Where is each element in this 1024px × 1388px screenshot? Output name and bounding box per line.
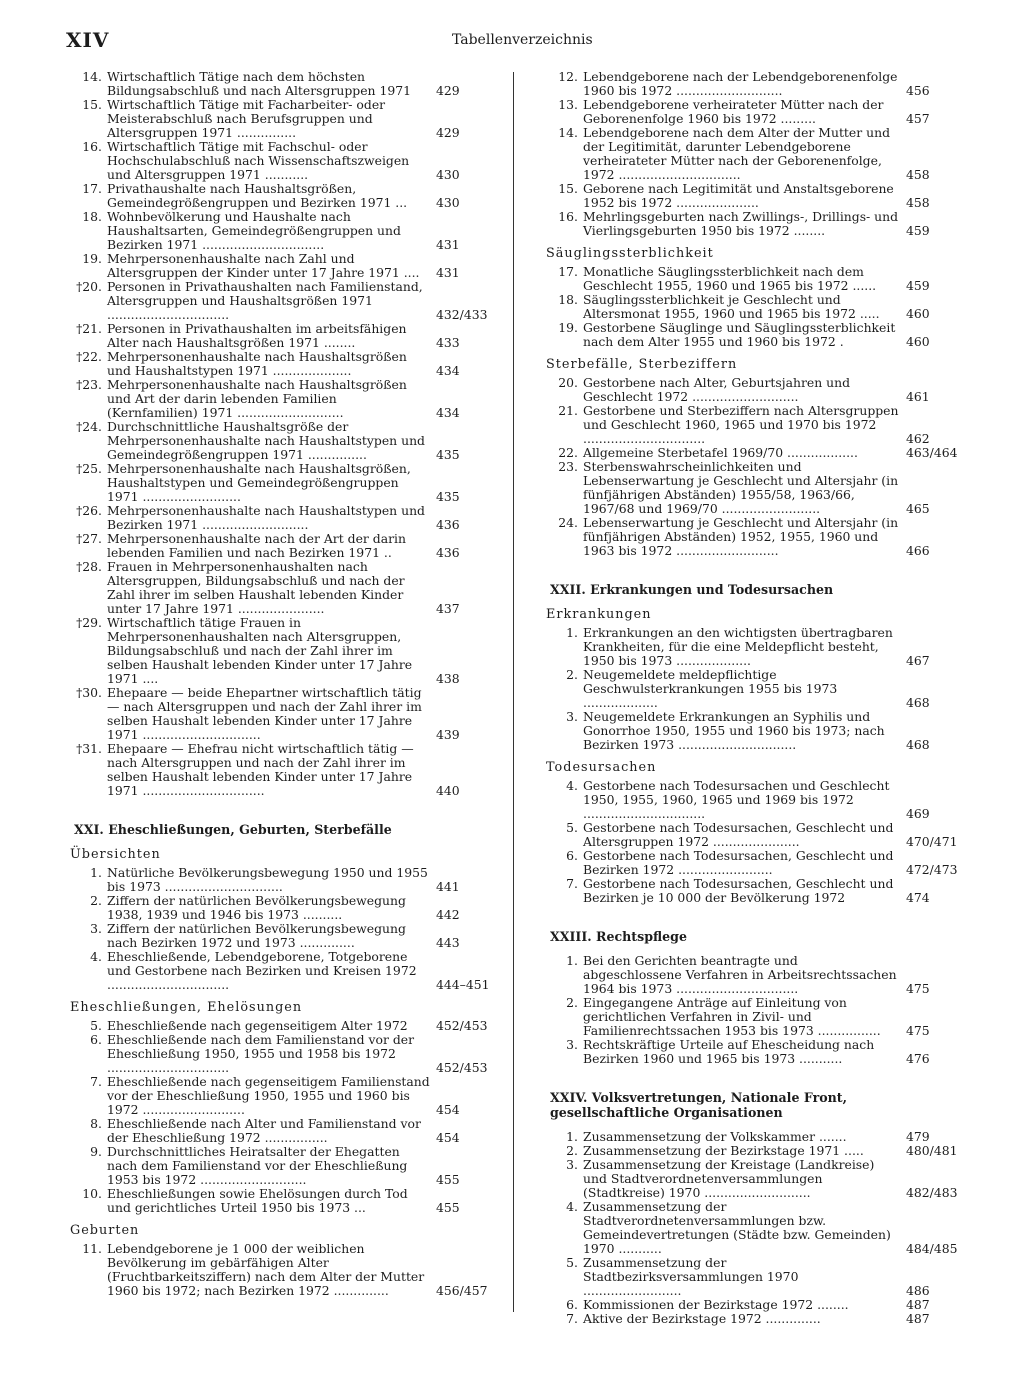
entry-page: 434 — [436, 363, 460, 378]
entry-number: 20. — [558, 375, 578, 390]
entry-title: Wirtschaftlich Tätige mit Fachschul- oder Hochschulabschluß nach Wissenschaftszweigen und Altersgruppen 1971 ........... — [107, 139, 410, 182]
entry-title: Sterbenswahrscheinlichkeiten und Lebenserwartung je Geschlecht und Altersjahr (in fünfjährigen Abständen) 1955/58, 1963/66, 1967/68 und 1969/70 ......................... — [583, 459, 899, 516]
toc-entry — [540, 516, 960, 558]
entry-number: 9. — [90, 1144, 102, 1159]
entry-title: Mehrpersonenhaushalte nach Zahl und Altersgruppen der Kinder unter 17 Jahre 1971 .... — [107, 251, 420, 280]
entry-number: †28. — [76, 559, 102, 574]
toc-entry — [540, 70, 960, 98]
entry-page: 455 — [436, 1172, 460, 1187]
toc-entry — [540, 1144, 960, 1158]
entry-number: †25. — [76, 461, 102, 476]
entry-page: 436 — [436, 517, 460, 532]
entry-title: Eheschließende nach gegenseitigem Alter 1972 — [107, 1018, 408, 1033]
entry-number: †27. — [76, 531, 102, 546]
entry-title: Durchschnittliche Haushaltsgröße der Mehrpersonenhaushalte nach Haushaltstypen und Gemeindegrößengruppen 1971 ............... — [107, 419, 425, 462]
entry-title: Gestorbene und Sterbeziffern nach Altersgruppen und Geschlecht 1960, 1965 und 1970 bis 1972 ............................... — [583, 403, 899, 446]
entry-title: Wirtschaftlich tätige Frauen in Mehrpersonenhaushalten nach Altersgruppen, Bildungsabschluß und nach der Zahl ihrer im selben Haushalt lebenden Kinder unter 17 Jahre 1971 .... — [107, 615, 413, 686]
toc-entry — [64, 70, 490, 98]
toc-entry — [540, 710, 960, 752]
entry-title: Mehrpersonenhaushalte nach der Art der darin lebenden Familien und nach Bezirken 1971 .. — [107, 531, 406, 560]
toc-entry — [64, 894, 490, 922]
entry-page: 465 — [906, 501, 930, 516]
toc-entry — [540, 182, 960, 210]
entry-title: Zusammensetzung der Stadtverordnetenversammlungen bzw. Gemeindevertretungen (Städte bzw. Gemeinden) 1970 ........... — [583, 1199, 891, 1256]
entry-page: 455 — [436, 1200, 460, 1215]
entry-number: 7. — [566, 876, 578, 891]
toc-entry — [64, 322, 490, 350]
entry-number: 3. — [566, 709, 578, 724]
entry-title: Zusammensetzung der Bezirkstage 1971 ..... — [583, 1143, 864, 1158]
entry-page: 480/481 — [906, 1143, 958, 1158]
entry-number: 13. — [558, 97, 578, 112]
toc-entry — [540, 1130, 960, 1144]
entry-number: †22. — [76, 349, 102, 364]
entry-title: Durchschnittliches Heiratsalter der Ehegatten nach dem Familienstand vor der Eheschließung 1953 bis 1972 ........................... — [107, 1144, 408, 1187]
entry-number: 18. — [558, 292, 578, 307]
entry-title: Personen in Privathaushalten nach Familienstand, Altersgruppen und Haushaltsgrößen 1971 ............................... — [107, 279, 423, 322]
entry-list — [540, 376, 960, 558]
entry-page: 468 — [906, 695, 930, 710]
entry-number: 3. — [90, 921, 102, 936]
entry-title: Zusammensetzung der Kreistage (Landkreise) und Stadtverordnetenversammlungen (Stadtkreise) 1970 ........................... — [583, 1157, 875, 1200]
entry-title: Gestorbene nach Todesursachen, Geschlecht und Altersgruppen 1972 ...................... — [583, 820, 894, 849]
entry-page: 456 — [906, 83, 930, 98]
entry-page: 456/457 — [436, 1283, 488, 1298]
subsection-heading: Erkrankungen — [546, 607, 652, 622]
entry-page: 476 — [906, 1051, 930, 1066]
entry-number: 14. — [558, 125, 578, 140]
toc-entry — [64, 532, 490, 560]
entry-page: 463/464 — [906, 445, 958, 460]
entry-number: †26. — [76, 503, 102, 518]
entry-title: Gestorbene nach Todesursachen und Geschlecht 1950, 1955, 1960, 1965 und 1969 bis 1972 ............................... — [583, 778, 890, 821]
toc-entry — [540, 446, 960, 460]
entry-page: 466 — [906, 543, 930, 558]
toc-entry — [540, 265, 960, 293]
toc-entry — [540, 404, 960, 446]
entry-number: 22. — [558, 445, 578, 460]
entry-number: †31. — [76, 741, 102, 756]
toc-entry — [540, 626, 960, 668]
entry-title: Kommissionen der Bezirkstage 1972 ........ — [583, 1297, 849, 1312]
entry-page: 474 — [906, 890, 930, 905]
subsection-heading: Geburten — [70, 1223, 140, 1238]
entry-page: 430 — [436, 167, 460, 182]
toc-entry — [540, 1298, 960, 1312]
entry-title: Gestorbene Säuglinge und Säuglingssterblichkeit nach dem Alter 1955 und 1960 bis 1972 . — [583, 320, 896, 349]
entry-title: Säuglingssterblichkeit je Geschlecht und Altersmonat 1955, 1960 und 1965 bis 1972 ..... — [583, 292, 880, 321]
toc-entry — [540, 321, 960, 349]
entry-page: 484/485 — [906, 1241, 958, 1256]
entry-number: 1. — [90, 865, 102, 880]
entry-list — [64, 1019, 490, 1215]
entry-page: 438 — [436, 671, 460, 686]
entry-number: 6. — [566, 1297, 578, 1312]
entry-title: Neugemeldete Erkrankungen an Syphilis und Gonorrhoe 1950, 1955 und 1960 bis 1973; nach Bezirken 1973 .............................. — [583, 709, 885, 752]
entry-title: Frauen in Mehrpersonenhaushalten nach Altersgruppen, Bildungsabschluß und nach der Zahl ihrer im selben Haushalt lebenden Kinder unter 17 Jahre 1971 ...................... — [107, 559, 405, 616]
entry-page: 461 — [906, 389, 930, 404]
page-title: Tabellenverzeichnis — [452, 32, 593, 48]
entry-number: †20. — [76, 279, 102, 294]
entry-title: Lebendgeborene nach der Lebendgeborenenfolge 1960 bis 1972 ........................... — [583, 69, 898, 98]
entry-title: Zusammensetzung der Stadtbezirksversammlungen 1970 ......................... — [583, 1255, 799, 1298]
column-divider — [513, 72, 514, 1312]
entry-list — [64, 70, 490, 798]
entry-page: 429 — [436, 83, 460, 98]
entry-list — [64, 1242, 490, 1298]
entry-page: 462 — [906, 431, 930, 446]
section-heading: XXII. Erkrankungen und Todesursachen — [550, 582, 834, 597]
entry-title: Gestorbene nach Todesursachen, Geschlecht und Bezirken je 10 000 der Bevölkerung 1972 — [583, 876, 894, 905]
entry-number: 18. — [82, 209, 102, 224]
entry-number: 21. — [558, 403, 578, 418]
toc-entry — [64, 140, 490, 182]
entry-title: Gestorbene nach Todesursachen, Geschlecht und Bezirken 1972 ........................ — [583, 848, 894, 877]
entry-title: Zusammensetzung der Volkskammer ....... — [583, 1129, 847, 1144]
toc-entry — [64, 1242, 490, 1298]
entry-page: 436 — [436, 545, 460, 560]
toc-entry — [64, 616, 490, 686]
entry-page: 458 — [906, 195, 930, 210]
toc-entry — [540, 1158, 960, 1200]
subsection-heading: Säuglingssterblichkeit — [546, 246, 714, 261]
toc-entry — [64, 280, 490, 322]
entry-number: 3. — [566, 1037, 578, 1052]
entry-page: 440 — [436, 783, 460, 798]
entry-title: Ziffern der natürlichen Bevölkerungsbewegung nach Bezirken 1972 und 1973 .............. — [107, 921, 406, 950]
entry-number: †30. — [76, 685, 102, 700]
entry-page: 475 — [906, 1023, 930, 1038]
entry-title: Eingegangene Anträge auf Einleitung von gerichtlichen Verfahren in Zivil- und Familienrechtssachen 1953 bis 1973 ................ — [583, 995, 881, 1038]
entry-list — [540, 70, 960, 238]
entry-number: 19. — [82, 251, 102, 266]
entry-page: 429 — [436, 125, 460, 140]
entry-title: Ehepaare — beide Ehepartner wirtschaftlich tätig — nach Altersgruppen und nach der Zahl ihrer im selben Haushalt lebenden Kinder unter 17 Jahre 1971 .............................. — [107, 685, 422, 742]
toc-entry — [540, 1038, 960, 1066]
entry-title: Eheschließende nach gegenseitigem Familienstand vor der Eheschließung 1950, 1955 und 1960 bis 1972 .......................... — [107, 1074, 430, 1117]
entry-title: Eheschließende nach Alter und Familienstand vor der Eheschließung 1972 ................ — [107, 1116, 421, 1145]
entry-number: 16. — [82, 139, 102, 154]
entry-number: 5. — [566, 1255, 578, 1270]
entry-page: 459 — [906, 278, 930, 293]
entry-list — [540, 626, 960, 752]
entry-title: Eheschließende, Lebendgeborene, Totgeborene und Gestorbene nach Bezirken und Kreisen 1972 ............................... — [107, 949, 417, 992]
entry-title: Wohnbevölkerung und Haushalte nach Haushaltsarten, Gemeindegrößengruppen und Bezirken 1971 ............................... — [107, 209, 401, 252]
entry-title: Lebenserwartung je Geschlecht und Altersjahr (in fünfjährigen Abständen) 1952, 1955, 1960 und 1963 bis 1972 .......................... — [583, 515, 899, 558]
entry-page: 454 — [436, 1130, 460, 1145]
entry-title: Allgemeine Sterbetafel 1969/70 .................. — [583, 445, 858, 460]
entry-page: 431 — [436, 237, 460, 252]
entry-title: Aktive der Bezirkstage 1972 .............. — [583, 1311, 821, 1326]
entry-number: †21. — [76, 321, 102, 336]
entry-number: 19. — [558, 320, 578, 335]
entry-number: 24. — [558, 515, 578, 530]
entry-number: 4. — [566, 778, 578, 793]
entry-page: 443 — [436, 935, 460, 950]
entry-number: 23. — [558, 459, 578, 474]
entry-number: 17. — [558, 264, 578, 279]
entry-page: 433 — [436, 335, 460, 350]
toc-entry — [540, 460, 960, 516]
entry-page: 469 — [906, 806, 930, 821]
entry-page: 459 — [906, 223, 930, 238]
toc-entry — [540, 877, 960, 905]
entry-page: 467 — [906, 653, 930, 668]
entry-title: Rechtskräftige Urteile auf Ehescheidung nach Bezirken 1960 und 1965 bis 1973 ........... — [583, 1037, 875, 1066]
toc-entry — [540, 98, 960, 126]
entry-number: 16. — [558, 209, 578, 224]
entry-page: 470/471 — [906, 834, 958, 849]
entry-number: 1. — [566, 953, 578, 968]
entry-number: 4. — [90, 949, 102, 964]
entry-title: Geborene nach Legitimität und Anstaltsgeborene 1952 bis 1972 ..................... — [583, 181, 894, 210]
entry-page: 475 — [906, 981, 930, 996]
entry-title: Mehrpersonenhaushalte nach Haushaltstypen und Bezirken 1971 ........................... — [107, 503, 425, 532]
entry-number: 7. — [566, 1311, 578, 1326]
entry-title: Personen in Privathaushalten im arbeitsfähigen Alter nach Haushaltsgrößen 1971 ........ — [107, 321, 407, 350]
entry-page: 482/483 — [906, 1185, 958, 1200]
toc-entry — [540, 668, 960, 710]
left-column — [64, 70, 490, 1298]
toc-entry — [540, 293, 960, 321]
entry-title: Gestorbene nach Alter, Geburtsjahren und Geschlecht 1972 ........................... — [583, 375, 851, 404]
toc-entry — [64, 378, 490, 420]
entry-title: Mehrlingsgeburten nach Zwillings-, Drillings- und Vierlingsgeburten 1950 bis 1972 ........ — [583, 209, 899, 238]
entry-title: Lebendgeborene verheirateter Mütter nach der Geborenenfolge 1960 bis 1972 ......... — [583, 97, 884, 126]
toc-entry — [64, 686, 490, 742]
toc-entry — [64, 252, 490, 280]
entry-page: 452/453 — [436, 1060, 488, 1075]
entry-number: 6. — [566, 848, 578, 863]
entry-number: 10. — [82, 1186, 102, 1201]
toc-entry — [540, 1256, 960, 1298]
toc-entry — [540, 1200, 960, 1256]
toc-entry — [64, 950, 490, 992]
entry-title: Bei den Gerichten beantragte und abgeschlossene Verfahren in Arbeitsrechtssachen 1964 bis 1973 ............................... — [583, 953, 897, 996]
entry-page: 439 — [436, 727, 460, 742]
entry-number: 14. — [82, 69, 102, 84]
entry-title: Monatliche Säuglingssterblichkeit nach dem Geschlecht 1955, 1960 und 1965 bis 1972 ...... — [583, 264, 877, 293]
entry-number: 15. — [82, 97, 102, 112]
entry-number: 7. — [90, 1074, 102, 1089]
toc-entry — [540, 1312, 960, 1326]
toc-entry — [540, 376, 960, 404]
entry-title: Erkrankungen an den wichtigsten übertragbaren Krankheiten, für die eine Meldepflicht besteht, 1950 bis 1973 ................... — [583, 625, 893, 668]
entry-number: 6. — [90, 1032, 102, 1047]
entry-title: Neugemeldete meldepflichtige Geschwulsterkrankungen 1955 bis 1973 ................... — [583, 667, 838, 710]
entry-number: †24. — [76, 419, 102, 434]
entry-page: 431 — [436, 265, 460, 280]
entry-title: Natürliche Bevölkerungsbewegung 1950 und 1955 bis 1973 .............................. — [107, 865, 428, 894]
toc-entry — [64, 420, 490, 462]
entry-title: Ziffern der natürlichen Bevölkerungsbewegung 1938, 1939 und 1946 bis 1973 .......... — [107, 893, 406, 922]
entry-title: Wirtschaftlich Tätige mit Facharbeiter- oder Meisterabschluß nach Berufsgruppen und Altersgruppen 1971 ............... — [107, 97, 386, 140]
toc-entry — [64, 1145, 490, 1187]
entry-page: 487 — [906, 1297, 930, 1312]
toc-entry — [540, 996, 960, 1038]
entry-title: Mehrpersonenhaushalte nach Haushaltsgrößen und Art der darin lebenden Familien (Kernfamilien) 1971 ........................... — [107, 377, 407, 420]
entry-list — [64, 866, 490, 992]
toc-entry — [64, 560, 490, 616]
subsection-heading: Übersichten — [70, 847, 161, 862]
entry-page: 432/433 — [436, 307, 488, 322]
entry-title: Lebendgeborene nach dem Alter der Mutter und der Legitimität, darunter Lebendgeborene verheirateter Mütter nach der Geborenenfolge, 1972 ............................... — [583, 125, 891, 182]
entry-page: 468 — [906, 737, 930, 752]
entry-page: 457 — [906, 111, 930, 126]
section-heading: XXI. Eheschließungen, Geburten, Sterbefälle — [74, 822, 392, 837]
entry-number: 3. — [566, 1157, 578, 1172]
toc-entry — [64, 742, 490, 798]
toc-entry — [64, 1033, 490, 1075]
entry-page: 454 — [436, 1102, 460, 1117]
right-column — [540, 70, 960, 1326]
entry-title: Wirtschaftlich Tätige nach dem höchsten Bildungsabschluß und nach Altersgruppen 1971 — [107, 69, 412, 98]
toc-entry — [540, 849, 960, 877]
entry-number: 15. — [558, 181, 578, 196]
entry-page: 444–451 — [436, 977, 490, 992]
entry-page: 452/453 — [436, 1018, 488, 1033]
toc-entry — [64, 1187, 490, 1215]
entry-number: 5. — [90, 1018, 102, 1033]
entry-page: 437 — [436, 601, 460, 616]
entry-title: Eheschließungen sowie Ehelösungen durch Tod und gerichtliches Urteil 1950 bis 1973 ... — [107, 1186, 408, 1215]
entry-page: 435 — [436, 489, 460, 504]
entry-list — [540, 954, 960, 1066]
entry-page: 486 — [906, 1283, 930, 1298]
toc-entry — [540, 821, 960, 849]
entry-number: 2. — [90, 893, 102, 908]
entry-number: 1. — [566, 625, 578, 640]
entry-number: †23. — [76, 377, 102, 392]
subsection-heading: Eheschließungen, Ehelösungen — [70, 1000, 303, 1015]
entry-page: 458 — [906, 167, 930, 182]
section-heading: XXIV. Volksvertretungen, Nationale Front, gesellschaftliche Organisationen — [550, 1090, 847, 1120]
page-number: XIV — [66, 28, 110, 52]
entry-list — [540, 779, 960, 905]
toc-entry — [64, 462, 490, 504]
entry-list — [540, 265, 960, 349]
entry-page: 430 — [436, 195, 460, 210]
entry-number: 1. — [566, 1129, 578, 1144]
entry-title: Mehrpersonenhaushalte nach Haushaltsgrößen und Haushaltstypen 1971 .................... — [107, 349, 407, 378]
toc-entry — [64, 504, 490, 532]
toc-entry — [64, 98, 490, 140]
toc-entry — [64, 350, 490, 378]
entry-page: 441 — [436, 879, 460, 894]
toc-entry — [540, 954, 960, 996]
entry-page: 487 — [906, 1311, 930, 1326]
toc-entry — [64, 210, 490, 252]
toc-entry — [540, 779, 960, 821]
entry-number: 11. — [82, 1241, 102, 1256]
entry-page: 479 — [906, 1129, 930, 1144]
entry-title: Lebendgeborene je 1 000 der weiblichen Bevölkerung im gebärfähigen Alter (Fruchtbarkeitsziffern) nach dem Alter der Mutter 1960 bis 1972; nach Bezirken 1972 .............. — [107, 1241, 425, 1298]
entry-page: 435 — [436, 447, 460, 462]
toc-entry — [64, 922, 490, 950]
entry-number: 8. — [90, 1116, 102, 1131]
entry-title: Privathaushalte nach Haushaltsgrößen, Gemeindegrößengruppen und Bezirken 1971 ... — [107, 181, 408, 210]
entry-number: 17. — [82, 181, 102, 196]
entry-list — [540, 1130, 960, 1326]
subsection-heading: Sterbefälle, Sterbeziffern — [546, 357, 738, 372]
toc-entry — [64, 182, 490, 210]
toc-entry — [64, 1075, 490, 1117]
entry-title: Ehepaare — Ehefrau nicht wirtschaftlich tätig — nach Altersgruppen und nach der Zahl ihrer im selben Haushalt lebenden Kinder unter 17 Jahre 1971 ............................... — [107, 741, 414, 798]
toc-entry — [64, 866, 490, 894]
subsection-heading: Todesursachen — [546, 760, 657, 775]
toc-entry — [540, 210, 960, 238]
toc-entry — [64, 1019, 490, 1033]
entry-number: 2. — [566, 667, 578, 682]
entry-page: 460 — [906, 306, 930, 321]
entry-number: 5. — [566, 820, 578, 835]
entry-title: Eheschließende nach dem Familienstand vor der Eheschließung 1950, 1955 und 1958 bis 1972 ............................... — [107, 1032, 415, 1075]
toc-entry — [540, 126, 960, 182]
entry-number: 2. — [566, 1143, 578, 1158]
entry-number: 2. — [566, 995, 578, 1010]
entry-page: 434 — [436, 405, 460, 420]
entry-number: 4. — [566, 1199, 578, 1214]
toc-entry — [64, 1117, 490, 1145]
entry-page: 460 — [906, 334, 930, 349]
section-heading: XXIII. Rechtspflege — [550, 929, 687, 944]
entry-page: 442 — [436, 907, 460, 922]
entry-page: 472/473 — [906, 862, 958, 877]
entry-number: †29. — [76, 615, 102, 630]
entry-title: Mehrpersonenhaushalte nach Haushaltsgrößen, Haushaltstypen und Gemeindegrößengruppen 1971 ......................... — [107, 461, 411, 504]
entry-number: 12. — [558, 69, 578, 84]
